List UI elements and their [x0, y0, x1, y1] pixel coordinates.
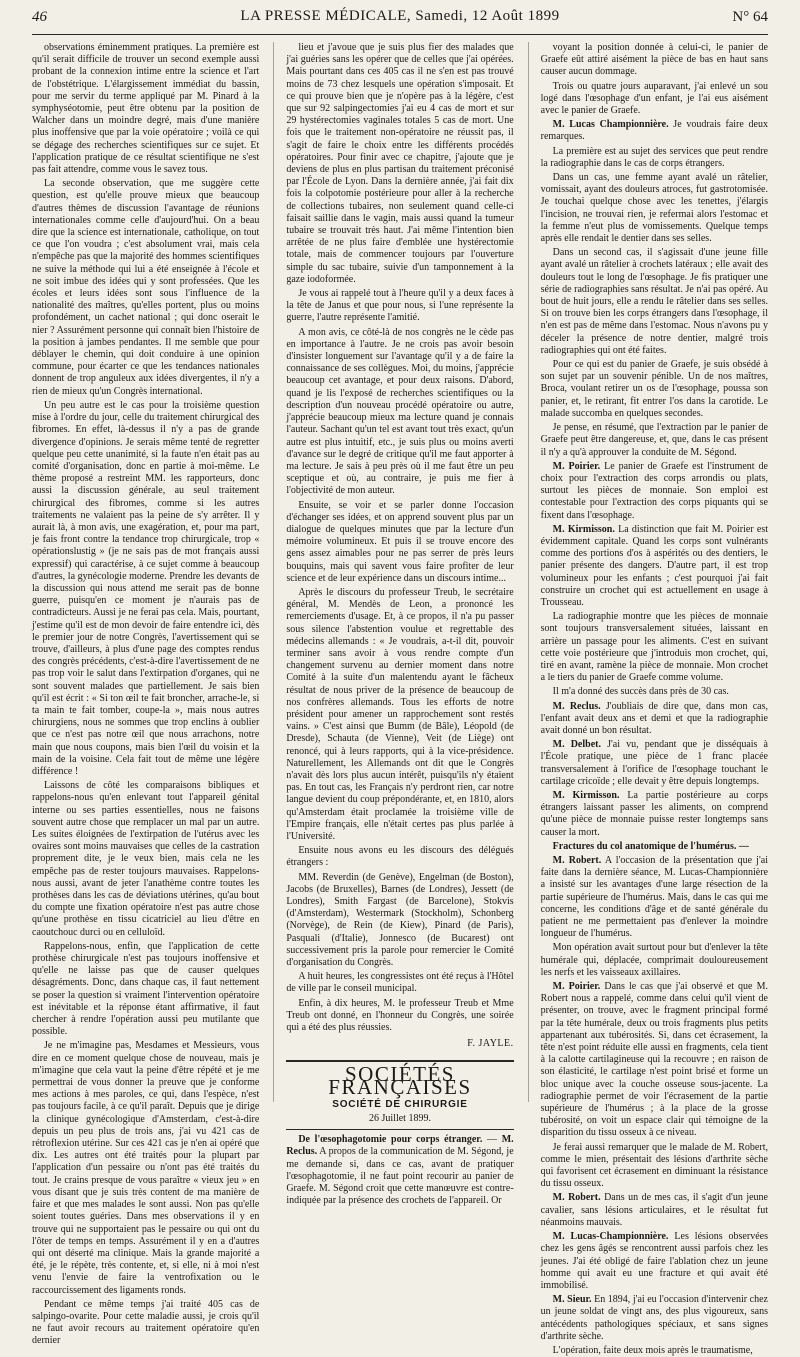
paragraph: [541, 701, 768, 738]
column-2: [273, 42, 514, 1207]
section-title: SOCIÉTÉS FRANÇAISES: [328, 1062, 472, 1099]
column-3: [528, 42, 768, 1356]
speaker-name: M. Reclus.: [286, 1134, 514, 1158]
paragraph: Enfin, à dix heures, M. le professeur Treub et Mme Treub ont donné, en l'honneur du Congrès, une soirée qui a été des plus réussies.: [286, 997, 514, 1034]
paragraph: [541, 739, 768, 788]
speaker-name: M. Reclus.: [552, 700, 601, 712]
speaker-name: M. Robert.: [552, 855, 602, 866]
article-columns: [32, 42, 768, 1356]
paragraph: Ensuite, se voir et se parler donne l'occasion d'échanger ses idées, et on apprend souvent plus par un dialogue de quelques minutes que par la lecture d'un mémoire volumineux. Et puis il se trouve encore des gens assez aimables pour ne pas serrer de près leurs bouquins, mais qui savent vous faire profiter de leur science et de leur expérience dans un discours intime...: [286, 499, 514, 584]
paragraph-text: Dans un second cas, il s'agissait d'une jeune fille ayant avalé un râtelier à crochets latéraux ; elle avait des douleurs tout le long de l'œsophage. Je fis pratiquer une série de radiographies sans résultat. Je n'ai pas opéré. Au bout de huit jours, elle a rendu le râtelier dans ses selles. Si on trouve bien les corps étrangers dans l'œsophage, il n'en est pas de même dans l'estomac. Nous n'avons pu y déceler la présence de notre dentier, malgré trois radiographies qui ont été faites.: [540, 247, 768, 356]
paragraph: [541, 790, 768, 839]
paragraph: [541, 422, 768, 459]
subheading-text: Fractures du col anatomique de l'humérus. —: [552, 840, 749, 852]
society-name: SOCIÉTÉ DE CHIRURGIE: [332, 1098, 468, 1110]
paragraph-text: J'oubliais de dire que, dans mon cas, l'enfant avait deux ans et demi et que la radiographie avait donné un bon résultat.: [540, 700, 768, 736]
paragraph: [541, 611, 768, 684]
paragraph-text: La distinction que fait M. Poirier est évidemment capitale. Quand les corps sont vulnérants comme des portions d'os à aspérités ou des dentiers, le panier présente des dangers. D'autre part, il est trop volumineux pour les enfants ; c'est pourquoi j'ai fait construire un crochet qui est actuellement en usage à Trousseau.: [540, 523, 768, 608]
speaker-name: M. Lucas Championnière.: [552, 119, 669, 131]
paragraph-text: L'opération, faite deux mois après le traumatisme,: [552, 1344, 753, 1356]
paragraph: [541, 172, 768, 245]
speaker-name: M. Delbet.: [552, 739, 601, 751]
paragraph: [541, 524, 768, 609]
speaker-name: M. Sieur.: [552, 1294, 592, 1306]
paragraph: [541, 119, 768, 143]
paragraph: [541, 981, 768, 1140]
paragraph-text: Pour ce qui est du panier de Graefe, je suis obsédé à son sujet par un souvenir pénible. Un de nos maîtres, Broca, voulant retirer un os de l'œsophage, poussa son panier, et, le retirant, fit entrer l'os dans la carotide. Le malade succomba en quelques secondes.: [540, 359, 768, 419]
paragraph: [541, 1192, 768, 1229]
speaker-name: M. Poirier.: [552, 981, 601, 993]
paragraph: [541, 146, 768, 170]
paragraph: [541, 42, 768, 79]
paragraph: Rappelons-nous, enfin, que l'application de cette prothèse chirurgicale n'est pas toujours inoffensive et qu'elle ne laisse pas que de causer quelques désagréments. Donc, dans chaque cas, il faut nettement se poser la question si vraiment l'intervention opératoire est inévitable et la réponse étant affirmative, il faut chercher à rendre l'opération aussi peu mutilante que possible.: [32, 940, 260, 1038]
paragraph: Après le discours du professeur Treub, le secrétaire général, M. Mendès de Leon, a prononcé les remerciements d'usage. Et, à ce propos, il n'a pu passer sous silence l'abstention voulue et regrettable des médecins allemands : « Je voudrais, a-t-il dit, pouvoir terminer sans avoir à vous rendre compte d'un changement survenu au dernier moment dans notre Comité à la suite d'un malentendu ayant le fâcheux résultat de nous priver de la présence de beaucoup de nos confrères allemands. Tous les efforts de notre président pour amener un rapprochement sont restés vains. » C'est ainsi que Bumm (de Bâle), Léopold (de Dresde), Schauta (de Vienne), Veit (de Liège) ont renoncé, qui à leurs rapports, qui à la vice-présidence. Naturellement, les Allemands ont dit que le Congrès n'avait dès lors plus aucun intérêt, puisqu'ils n'y étaient pas. En tout cas, les Français n'y perdront rien, car notre langue devient du coup prépondérante, et, en 1810, alors qu'Amsterdam était proclamée la troisième ville de l'Empire français, elle n'était certes pas plus parlée à l'Université.: [286, 586, 514, 842]
paragraph-text: La radiographie montre que les pièces de monnaie sont toujours transversalement situées, laissant en arrière un passage pour les aliments. C'est en suivant cette voie postérieure que j'introduis mon crochet, qui, tiré en avant, ramène la pièce de monnaie. Mon crochet a le tiers du panier de Graefe comme volume.: [540, 611, 768, 684]
paragraph: Je vous ai rappelé tout à l'heure qu'il y a deux faces à la tête de Janus et que pour nous, si l'une représente la guerre, l'autre représente l'amitié.: [286, 288, 514, 324]
section-heading: [286, 1060, 513, 1130]
paragraph: [541, 1294, 768, 1343]
paragraph-text: Je pense, en résumé, que l'extraction par le panier de Graefe peut être dangereuse, et, que, dans le cas présent il n'y a qu'à approuver la conduite de M. Ségond.: [540, 422, 768, 458]
paragraph: [541, 359, 768, 420]
paragraph-text: Il m'a donné des succès dans près de 30 cas.: [552, 686, 729, 698]
paragraph: [541, 1231, 768, 1292]
paragraph-text: Le panier de Graefe est l'instrument de choix pour l'extraction des corps arrondis ou plats, surtout les pièces de monnaie. Son emploi est contestable pour l'extraction des corps piquants qui se fixent dans l'œsophage.: [540, 460, 768, 521]
subheading: De l'œsophagotomie pour corps étranger.: [298, 1134, 483, 1146]
paragraph: MM. Reverdin (de Genève), Engelman (de Boston), Jacobs (de Bruxelles), Barnes (de Londres), Jessett (de Londres), Smith Fargast (de Barcelone), Stokvis (d'Amsterdam), Westermark (Stockholm), Schonberg (Norvège), de Rein (de Kiew), Pinard (de Paris), Pasquali (d'Italie), Jonnesco (de Bucarest) ont successivement pris la parole pour remercier le Comité d'organisation du Congrès.: [286, 871, 514, 969]
subheading: [541, 841, 768, 853]
paragraph-text: Les lésions observées chez les gens âgés se rencontrent aussi parfois chez les jeunes. J'ai été obligé de faire l'ablation chez un jeune homme qui avait eu une fracture et qui avait été immobilisé.: [540, 1231, 768, 1291]
issue-number: N° 64: [732, 9, 768, 25]
speaker-name: M. Robert.: [552, 1192, 601, 1204]
session-date: 26 Juillet 1899.: [369, 1113, 431, 1125]
speaker-name: M. Kirmisson.: [552, 523, 615, 535]
page-header: [32, 0, 768, 35]
column-1: [32, 42, 260, 1347]
paragraph: Pendant ce même temps j'ai traité 405 cas de salpingo-ovarite. Pour cette maladie aussi, je crois qu'il ne faut avoir recours au traitement opératoire qu'en dernier: [32, 1298, 260, 1347]
paragraph: lieu et j'avoue que je suis plus fier des malades que j'ai guéries sans les opérer que de celles que j'ai opérées. Mais pourtant dans ces 405 cas il ne s'en est pas trouvé moins de 73 chez lesquels une opération s'imposait. Et ce qui prouve bien que je n'opère pas à la légère, c'est que sur 92 salpingectomies j'ai eu 4 cas de mort et sur 29 hystérectomies vaginales totales 5 cas de mort. Une fois que le traitement non-opératoire ne réussit pas, il s'agit de faire le choix entre les différents procédés opératoires. Pour finir avec ce chapitre, j'ajoute que je deviens de plus en plus partisan du traitement préconisé par l'École de Lyon. Dans la dernière année, j'ai fait dix fois la colpotomie postérieure pour aller à la recherche de collections tubaires, non seulement quand celle-ci faisait saillie dans le vagin, mais aussi quand la tumeur tubaire se trouvait très haut. J'ai même l'intention bien arrêtée de ne plus faire d'emblée une hystérectomie totale, mais de commencer toujours par l'ouverture simple du sac tubaire, suivie d'un tamponnement à la gaze iodoformée.: [286, 42, 514, 285]
column-2-body: [286, 42, 513, 1034]
paragraph: A mon avis, ce côté-là de nos congrès ne le cède pas en importance à l'autre. Je ne crois pas avoir besoin d'insister longuement sur l'avantage qu'il y a de faire la connaissance de ses collègues. Moi, du moins, j'apprécie beaucoup cet avantage, et pour deux raisons. D'abord, quand je lis l'exposé de recherches scientifiques ou la description d'un nouveau procédé opératoire ou autre, j'apprécie beaucoup mieux ma lecture quand je connais l'auteur. Sachant qu'un tel est avant tout très exact, qu'un autre est plus intuitif, etc., je suis plus ou moins averti d'avance sur le degré de critique qu'il me faut apporter à ma lecture. Je sais à peu près où il me faut être un peu sceptique et où, au contraire, je puis me fier à l'objectivité de mon auteur.: [286, 326, 514, 497]
paragraph-text: La partie postérieure au corps étrangers laissant passer les aliments, on comprend qu'une pièce de monnaie puisse rester longtemps sans causer la mort.: [540, 789, 768, 838]
page-number: 46: [32, 9, 47, 25]
journal-title: LA PRESSE MÉDICALE, Samedi, 12 Août 1899: [240, 8, 560, 24]
paragraph-text: En 1894, j'ai eu l'occasion d'intervenir chez un jeune soldat de vingt ans, des plus vigoureux, sans antécédents pathologiques spéciaux, et sans signes d'arthrite sèche.: [540, 1294, 768, 1342]
paragraph-text: Trois ou quatre jours auparavant, j'ai enlevé un sou logé dans l'œsophage d'un enfant, je l'ai eus aisément avec le panier de Graefe.: [540, 80, 768, 117]
paragraph: [541, 686, 768, 698]
paragraph-text: Je voudrais faire deux remarques.: [540, 119, 768, 143]
paragraph: observations éminemment pratiques. La première est qu'il serait difficile de trouver un second exemple aussi probant de la connexion intime entre la science et l'art de l'obstétrique. L'élargissement immédiat du bassin, pour me servir du terme appliqué par M. Pinard à la symphyséotomie, peut être obtenu par la position de Walcher dans un moindre degré, mais d'une manière plus inoffensive que par la voie opératoire ; voilà ce qui se dégage des recherches scientifiques sur ce sujet. Et l'application pratique de ce résultat scientifique ne s'est pas fait attendre, comme vous le savez tous.: [32, 42, 260, 176]
author-signature: F. JAYLE.: [467, 1038, 514, 1050]
paragraph: [541, 1142, 768, 1191]
paragraph: De l'œsophagotomie pour corps étranger. — M. Reclus. A propos de la communication de M. Ségond, je me demande si, dans ce cas, avant de pratiquer l'œsophagotomie, il ne faut point recourir au panier de Graefe. M. Ségond croit que cette manœuvre est contre-indiquée par la présence des crochets de l'appareil. Or: [286, 1134, 514, 1207]
paragraph-text: Mon opération avait surtout pour but d'enlever la tête humérale qui, déplacée, comprimait douloureusement les nerfs et les vaisseaux axillaires.: [540, 942, 768, 978]
paragraph-text: Dans un cas, une femme ayant avalé un râtelier, vomissait, ayant des douleurs atroces, fut gastrotomisée. Je touchai quelque chose avec les tenettes, j'élargis l'incision, ne trouvai rien, je refermai alors l'estomac et la femme n'eut plus de vomissements. Quelque temps après elle rendait le dentier dans ses selles.: [540, 172, 768, 245]
speaker-name: M. Lucas-Championnière.: [552, 1231, 669, 1243]
speaker-name: M. Poirier.: [552, 460, 601, 472]
paragraph: [541, 942, 768, 979]
paragraph-text: A propos de la communication de M. Ségond, je me demande si, dans ce cas, avant de pratiquer l'œsophagotomie, il ne faut point recourir au panier de Graefe. M. Ségond croit que cette manœuvre est contre-indiquée par la présence des crochets de l'appareil. Or: [286, 1146, 514, 1207]
paragraph: Ensuite nous avons eu les discours des délégués étrangers :: [286, 845, 514, 869]
paragraph-text: voyant la position donnée à celui-ci, le panier de Graefe eût attiré aisément la pièce de bas en haut sans causer aucun dommage.: [540, 42, 768, 78]
paragraph: [541, 81, 768, 118]
paragraph-text: Dans le cas que j'ai observé et que M. Robert nous a rappelé, comme dans celui qu'il vient de présenter, on trouve, avec le fragment principal formé par la tête humérale, deux ou trois fragments plus petits appartenant aux tubérosités. Si, dans cet écrasement, la tête n'est point réduite elle aussi en fragments, cela tient à la calotte cartilagineuse qui la recouvre ; en raison de son élasticité, le cartilage n'est point brisé et forme un bloc unique avec la couche osseuse sous-jacente. La radiographie permet de voir l'écrasement de la partie supérieure de l'humérus ; à la place de la grosse tubérosité, on voit un espace clair qui témoigne de la disparition du tissu osseux à ce niveau.: [540, 981, 768, 1139]
paragraph-text: J'ai vu, pendant que je disséquais à l'École pratique, une pièce de 1 franc placée transversalement à l'orifice de l'œsophage touchant le cartilage cricoïde ; elle devait y être depuis longtemps.: [540, 739, 768, 787]
paragraph: [541, 1345, 768, 1357]
paragraph: [541, 855, 768, 940]
paragraph: Je ne m'imagine pas, Mesdames et Messieurs, vous dire en ce moment quelque chose de nouveau, mais je m'imagine que cela vaut la peine d'être répété et je me permettrai de vous donner la preuve que je conforme mes actions à mes paroles, ce qui, dans l'espèce, n'est pas toujours facile, à ce qu'il paraît. Depuis que je dirige la clinique gynécologique d'Amsterdam, c'est-à-dire depuis un peu plus de trois ans, j'ai vu 421 cas de rétroflexion utérine. Sur ces 421 cas je n'en ai opéré que dix. Les autres ont été traités pour la plupart par l'application d'un pessaire ou n'ont pas été traités du tout. Je crains presque de vous paraître « vieux jeu » en vous disant que je suis très content de ma manière de faire et que mes malades le sont aussi. Non pas qu'elle soient toutes guéries. Dans mes observations il y en trouve qui ne supportaient pas le pessaire ou qui ont du l'ôter de temps en temps. Assurément il y en a d'autres qui ont déserté ma clinique. Mais la grande majorité a été, je le répète, très contente, et, si elle, ni à moi n'est venu l'envie de faire la ventrofixation ou le raccourcissement des ligaments ronds.: [32, 1040, 260, 1296]
paragraph-text: Je ferai aussi remarquer que le malade de M. Robert, comme le mien, présentait des lésions d'arthrite sèche qui favorisent cet écrasement en diminuant la résistance du tissu osseux.: [540, 1141, 768, 1190]
paragraph: [541, 247, 768, 357]
paragraph: Un peu autre est le cas pour la troisième question mise à l'ordre du jour, celle du traitement chirurgical des fibromes. En effet, là-dessus il n'y a pas de grande divergence d'opinions. Je serais même tenté de regretter quelque peu cette unanimité, si la faute n'en était pas au comité d'organisation, donc en partie à moi-même. Le thème proposé a restreint MM. les rapporteurs, donc aussi la discussion générale, au seul traitement chirurgical des fibromes, comme si les autres traitements ne valaient pas la peine de s'y arrêter. Il y aurait là, à mon avis, une exagération, et, pour ma part, je fais front contre la tendance trop chirurgicale, trop « opérationslustig » (je ne sais pas de mot français aussi expressif) qui caractérise, à ce sujet comme à beaucoup d'autres, la gynécologie moderne. Prendre les devants de la discussion qui nous attend me serait pas de bonne guerre, puisqu'en ce moment je n'aurais pas de contradicteurs. Aussi je ne ferai pas cela. Mais, pourtant, j'estime qu'il est de mon devoir de faire entendre ici, dès le premier jour de notre Congrès, l'avertissement qui se trouve, d'ailleurs, à plus d'une page des comptes rendus des congrès précédents, c'est-à-dire l'avertissement de ne pas trop voir le salut dans l'extirpation d'organes, qui ne sont souvent malades que partiellement. Je sais bien qu'il est écrit : « Si ton œil te fait broncher, arrache-le, si ta main te fait tomber, coupe-la », mais nous autres chirurgiens, nous ne sommes que trop enclins à oublier que ce n'est pas notre œil que nous arrachons, notre main que nous coupons, mais bien l'œil du voisin et la main de la voisine. Cela fait tout de même une légère différence !: [32, 399, 260, 777]
paragraph: A huit heures, les congressistes ont été reçus à l'Hôtel de ville par le conseil municipal.: [286, 971, 514, 995]
speaker-name: M. Kirmisson.: [552, 789, 620, 801]
paragraph: Laissons de côté les comparaisons bibliques et rappelons-nous qu'en enlevant tout l'appareil génital interne ou ses parties essentielles, nous ne faisons souvent autre chose que remplacer un mal par un autre. Les suites éloignées de l'extirpation de l'utérus avec les ovaires sont moins mauvaises que celles de la castration proprement dite, je le veux bien, mais cela ne les empêche pas de rester toujours mauvaises. Rappelons-nous aussi, avant de jeter l'anathème contre toutes les prothèses dans les cas de déviations utérines, qu'au bout du compte une fixation opératoire n'est pas autre chose qu'une prothèse en tissu cicatriciel au lieu d'être en caoutchouc durci ou en celluloïd.: [32, 780, 260, 938]
paragraph-text: La première est au sujet des services que peut rendre la radiographie dans le cas de corps étrangers.: [540, 145, 768, 169]
paragraph-text: A l'occasion de la présentation que j'ai faite dans la dernière séance, M. Lucas-Championnière a insisté sur les avantages d'une large résection de la partie supérieure de l'humérus. Mais, dans le cas qui me concerne, les conditions d'âge et de santé générale du patient ne me permettaient pas d'enlever la moindre longueur de l'humérus.: [540, 855, 768, 940]
paragraph: [541, 461, 768, 522]
paragraph: La seconde observation, que me suggère cette question, est qu'elle prouve mieux que beaucoup d'autres thèmes de discussion l'avantage de réunions internationales comme celle d'aujourd'hui. On a beau dire que la science est internationale, catholique, on tout ce que l'on voudra ; c'est absolument vrai, mais cela n'empêche pas que la majorité des hommes scientifiques ne suive la méthode qui lui a été enseignée à l'école et ne soit imbue des idées qui y sont professées. Que les écoles et leurs idées sont sous l'influence de la nationalité des maîtres, qu'elles portent, plus ou moins profondément, un cachet national ; qui donc oserait le nier ? Assurément personne qui connaît bien l'histoire de la position à jambes pendantes. Il me semble que pour déblayer le chemin, qui doit conduire à une opinion commune, pour écarter ce que les tendances nationales donnent de trop anguleux aux idées divergentes, il n'y a rien de mieux qu'un Congrès international.: [32, 178, 260, 397]
paragraph-text: Dans un de mes cas, il s'agit d'un jeune cavalier, sans lésions articulaires, et le résultat fut néanmoins mauvais.: [540, 1192, 768, 1228]
